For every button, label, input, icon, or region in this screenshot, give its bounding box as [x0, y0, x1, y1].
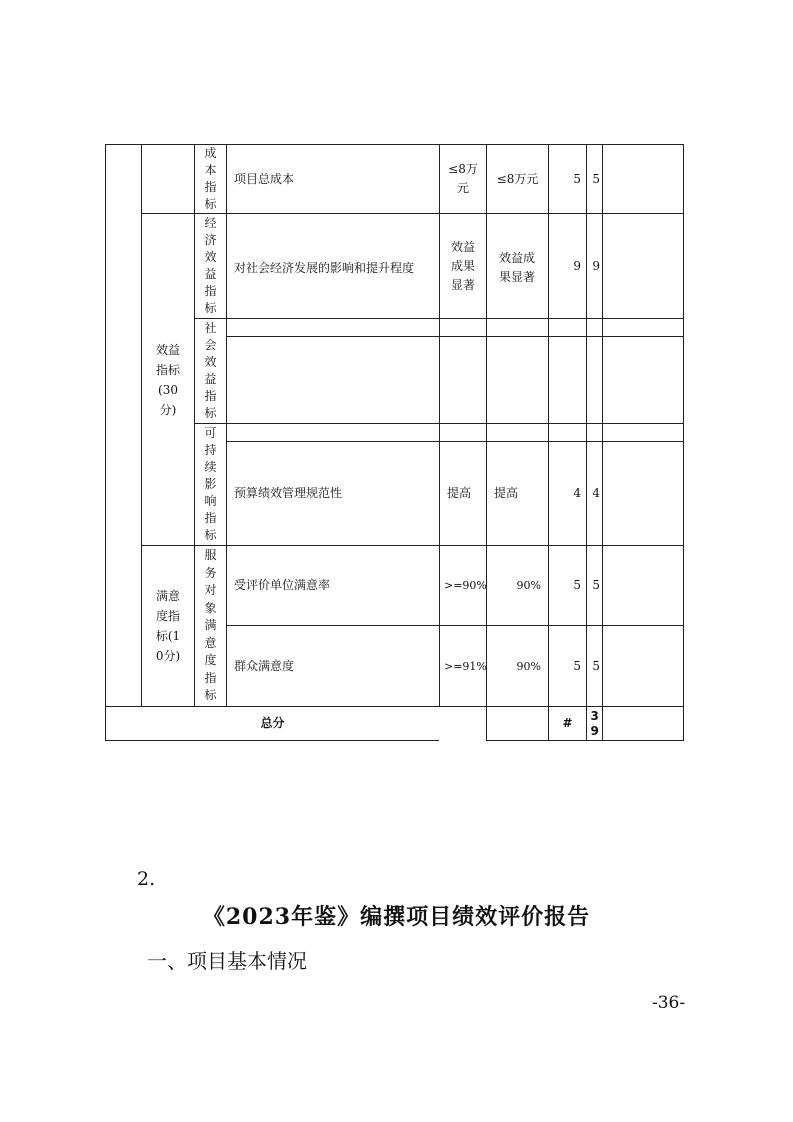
economic-target: [446, 214, 480, 318]
cell-text: 提高: [494, 486, 519, 500]
sub-indicator-social: [195, 319, 226, 423]
satisfaction-1-actual: [487, 546, 541, 625]
sustainable-actual: [494, 442, 544, 545]
grid-line: [439, 144, 440, 706]
sustainable-item: [234, 442, 434, 545]
grid-line: [105, 740, 439, 741]
grid-line: [105, 144, 106, 741]
satisfaction-1-weight: [549, 546, 581, 625]
sub-indicator-cost: [195, 145, 226, 213]
cell-text: >=91%: [444, 659, 487, 673]
cell-text: ≤8万元: [496, 171, 539, 186]
cell-text: 预算绩效管理规范性: [234, 486, 343, 500]
cost-score: [587, 145, 600, 213]
economic-weight: [549, 214, 581, 318]
cell-text: 提高: [447, 486, 472, 500]
satisfaction-2-item: [234, 626, 434, 706]
grid-line: [226, 144, 227, 706]
cell-text: ≤8万元: [448, 162, 478, 195]
total-weight: [549, 707, 586, 740]
sub-indicator-sustainable: [195, 424, 226, 545]
satisfaction-1-item: [234, 546, 434, 625]
cell-text: 39: [590, 708, 599, 738]
cell-text: 5: [573, 171, 581, 186]
total-score: [587, 707, 602, 740]
cell-text: 满意度指标(10分): [155, 589, 181, 663]
cell-text: 90%: [516, 659, 541, 673]
satisfaction-2-score: [587, 626, 600, 706]
grid-line: [683, 144, 684, 741]
satisfaction-1-score: [587, 546, 600, 625]
total-label: [106, 707, 439, 740]
economic-score: [587, 214, 600, 318]
cost-item: [234, 145, 434, 213]
satisfaction-1-target: [444, 546, 486, 625]
report-title: 《2023年鉴》编撰项目绩效评价报告: [202, 904, 591, 930]
cell-text: 效益成果显著: [498, 251, 535, 284]
cell-text: >=90%: [444, 579, 487, 592]
cell-text: 效益指标(30分): [155, 342, 180, 417]
grid-line: [486, 740, 683, 741]
cost-weight: [549, 145, 581, 213]
satisfaction-2-target: [444, 626, 486, 706]
page-number: -36-: [652, 993, 686, 1013]
cell-text: 项目总成本: [234, 171, 295, 186]
cell-text: 受评价单位满意率: [234, 578, 331, 592]
cost-actual: [487, 145, 548, 213]
cell-text: 对社会经济发展的影响和提升程度: [234, 261, 415, 275]
section-heading: 一、项目基本情况: [147, 949, 307, 973]
cost-target: [446, 145, 480, 213]
sub-indicator-economic: [195, 214, 226, 318]
cell-text: 社会效益指标: [204, 321, 217, 420]
satisfaction-2-actual: [487, 626, 541, 706]
cell-text: 5: [592, 658, 600, 673]
cell-text: 总分: [260, 716, 285, 730]
cell-text: 5: [592, 578, 600, 592]
cell-text: 9: [573, 258, 581, 273]
cell-text: 5: [573, 578, 581, 592]
grid-line: [226, 336, 683, 337]
cell-text: 群众满意度: [234, 658, 295, 673]
cell-text: 90%: [516, 579, 541, 592]
cell-text: #: [562, 716, 573, 730]
economic-actual: [495, 214, 539, 318]
cell-text: 4: [592, 486, 600, 500]
cell-text: 服务对象满意度指标: [204, 548, 217, 703]
cell-text: 5: [573, 658, 581, 673]
cell-text: 9: [592, 258, 600, 273]
satisfaction-2-weight: [549, 626, 581, 706]
cell-text: 4: [573, 486, 581, 500]
economic-item: [234, 214, 439, 318]
sustainable-weight: [549, 442, 581, 545]
grid-line: [602, 144, 603, 741]
cell-text: 可持续影响指标: [204, 426, 217, 542]
cell-text: 5: [592, 171, 600, 186]
sustainable-target: [447, 442, 485, 545]
cell-text: 效益成果显著: [450, 239, 475, 292]
section-number: 2.: [137, 868, 156, 890]
cell-text: 成本指标: [204, 146, 217, 211]
group-benefit: [142, 214, 194, 545]
group-satisfaction: [142, 546, 194, 706]
sub-indicator-service: [195, 546, 226, 706]
cell-text: 经济效益指标: [204, 216, 217, 315]
sustainable-score: [587, 442, 600, 545]
